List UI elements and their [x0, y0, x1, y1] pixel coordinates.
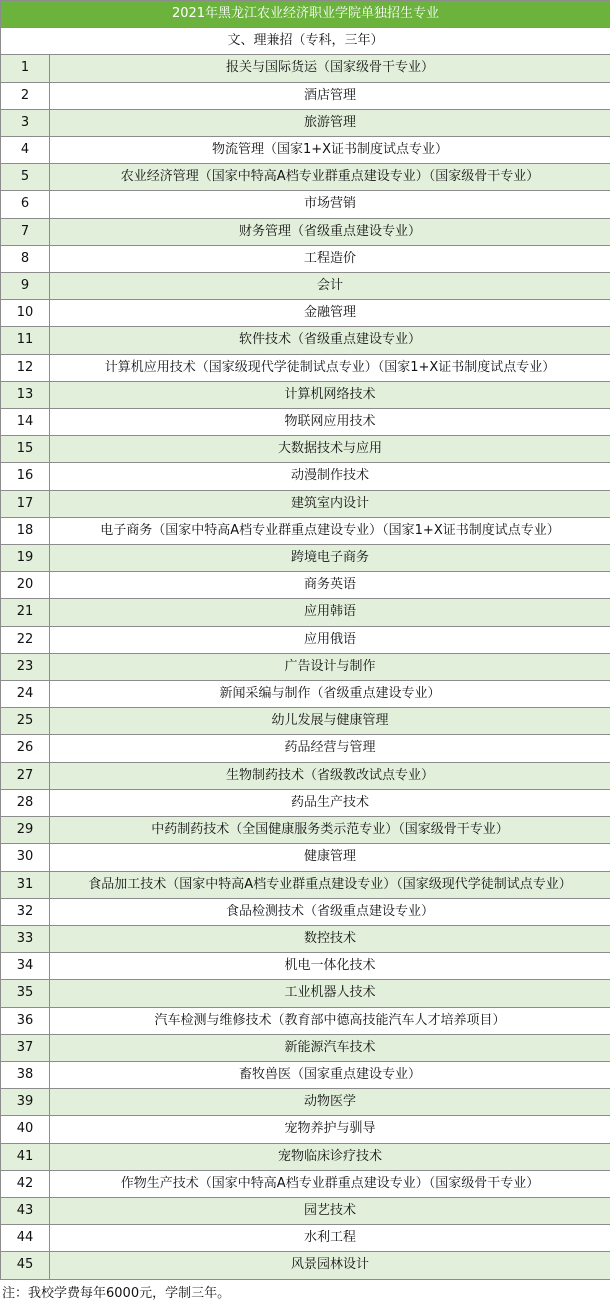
- row-number: 21: [1, 599, 50, 626]
- row-number: 30: [1, 844, 50, 871]
- row-number: 36: [1, 1007, 50, 1034]
- row-number: 17: [1, 490, 50, 517]
- major-name: 宠物养护与驯导: [50, 1116, 610, 1143]
- major-name: 旅游管理: [50, 109, 610, 136]
- table-row: [1, 55, 610, 82]
- row-number: 33: [1, 925, 50, 952]
- major-name: 会计: [50, 273, 610, 300]
- major-name: 健康管理: [50, 844, 610, 871]
- row-number: 8: [1, 245, 50, 272]
- row-number: 2: [1, 82, 50, 109]
- row-number: 29: [1, 817, 50, 844]
- major-name: 工程造价: [50, 245, 610, 272]
- major-name: 农业经济管理（国家中特高A档专业群重点建设专业）（国家级骨干专业）: [50, 164, 610, 191]
- table-row: [1, 1007, 610, 1034]
- row-number: 19: [1, 545, 50, 572]
- table-row: [1, 218, 610, 245]
- table-row: [1, 245, 610, 272]
- row-number: 14: [1, 409, 50, 436]
- major-name: 应用韩语: [50, 599, 610, 626]
- row-number: 28: [1, 789, 50, 816]
- major-name: 食品加工技术（国家中特高A档专业群重点建设专业）（国家级现代学徒制试点专业）: [50, 871, 610, 898]
- row-number: 25: [1, 708, 50, 735]
- row-number: 42: [1, 1170, 50, 1197]
- major-name: 机电一体化技术: [50, 953, 610, 980]
- major-name: 水利工程: [50, 1225, 610, 1252]
- row-number: 35: [1, 980, 50, 1007]
- major-name: 汽车检测与维修技术（教育部中德高技能汽车人才培养项目）: [50, 1007, 610, 1034]
- table-row: [1, 817, 610, 844]
- major-name: 广告设计与制作: [50, 653, 610, 680]
- table-row: [1, 1116, 610, 1143]
- row-number: 31: [1, 871, 50, 898]
- row-number: 13: [1, 381, 50, 408]
- major-name: 财务管理（省级重点建设专业）: [50, 218, 610, 245]
- row-number: 9: [1, 273, 50, 300]
- table-row: [1, 708, 610, 735]
- title-row: [1, 1, 610, 28]
- table-title: 2021年黑龙江农业经济职业学院单独招生专业: [1, 1, 610, 28]
- table-row: [1, 137, 610, 164]
- row-number: 3: [1, 109, 50, 136]
- row-number: 45: [1, 1252, 50, 1279]
- table-row: [1, 273, 610, 300]
- table-row: [1, 599, 610, 626]
- table-row: [1, 1089, 610, 1116]
- table-row: [1, 572, 610, 599]
- major-name: 市场营销: [50, 191, 610, 218]
- row-number: 11: [1, 327, 50, 354]
- row-number: 6: [1, 191, 50, 218]
- table-row: [1, 653, 610, 680]
- table-row: [1, 545, 610, 572]
- majors-table-body: [1, 55, 610, 1279]
- major-name: 物流管理（国家1+X证书制度试点专业）: [50, 137, 610, 164]
- major-name: 大数据技术与应用: [50, 436, 610, 463]
- row-number: 40: [1, 1116, 50, 1143]
- row-number: 37: [1, 1034, 50, 1061]
- row-number: 23: [1, 653, 50, 680]
- table-row: [1, 300, 610, 327]
- table-row: [1, 191, 610, 218]
- table-row: [1, 517, 610, 544]
- major-name: 软件技术（省级重点建设专业）: [50, 327, 610, 354]
- major-name: 新闻采编与制作（省级重点建设专业）: [50, 681, 610, 708]
- row-number: 26: [1, 735, 50, 762]
- table-row: [1, 1143, 610, 1170]
- row-number: 15: [1, 436, 50, 463]
- table-row: [1, 789, 610, 816]
- table-row: [1, 1170, 610, 1197]
- major-name: 生物制药技术（省级教改试点专业）: [50, 762, 610, 789]
- major-name: 计算机网络技术: [50, 381, 610, 408]
- major-name: 工业机器人技术: [50, 980, 610, 1007]
- major-name: 物联网应用技术: [50, 409, 610, 436]
- table-row: [1, 327, 610, 354]
- row-number: 44: [1, 1225, 50, 1252]
- table-row: [1, 82, 610, 109]
- table-row: [1, 381, 610, 408]
- table-row: [1, 762, 610, 789]
- row-number: 22: [1, 626, 50, 653]
- table-row: [1, 1225, 610, 1252]
- major-name: 畜牧兽医（国家重点建设专业）: [50, 1061, 610, 1088]
- major-name: 跨境电子商务: [50, 545, 610, 572]
- major-name: 作物生产技术（国家中特高A档专业群重点建设专业）（国家级骨干专业）: [50, 1170, 610, 1197]
- major-name: 风景园林设计: [50, 1252, 610, 1279]
- major-name: 幼儿发展与健康管理: [50, 708, 610, 735]
- row-number: 32: [1, 898, 50, 925]
- table-row: [1, 925, 610, 952]
- row-number: 4: [1, 137, 50, 164]
- major-name: 药品生产技术: [50, 789, 610, 816]
- major-name: 计算机应用技术（国家级现代学徒制试点专业）（国家1+X证书制度试点专业）: [50, 354, 610, 381]
- major-name: 园艺技术: [50, 1197, 610, 1224]
- major-name: 酒店管理: [50, 82, 610, 109]
- table-row: [1, 490, 610, 517]
- row-number: 20: [1, 572, 50, 599]
- subtitle-row: [1, 28, 610, 55]
- major-name: 动物医学: [50, 1089, 610, 1116]
- table-row: [1, 735, 610, 762]
- row-number: 16: [1, 463, 50, 490]
- table-row: [1, 463, 610, 490]
- major-name: 金融管理: [50, 300, 610, 327]
- row-number: 43: [1, 1197, 50, 1224]
- row-number: 24: [1, 681, 50, 708]
- major-name: 新能源汽车技术: [50, 1034, 610, 1061]
- row-number: 18: [1, 517, 50, 544]
- table-row: [1, 980, 610, 1007]
- table-row: [1, 354, 610, 381]
- table-row: [1, 898, 610, 925]
- major-name: 应用俄语: [50, 626, 610, 653]
- row-number: 7: [1, 218, 50, 245]
- row-number: 41: [1, 1143, 50, 1170]
- row-number: 5: [1, 164, 50, 191]
- table-subtitle: 文、理兼招（专科，三年）: [1, 28, 610, 55]
- table-row: [1, 844, 610, 871]
- major-name: 建筑室内设计: [50, 490, 610, 517]
- major-name: 中药制药技术（全国健康服务类示范专业）（国家级骨干专业）: [50, 817, 610, 844]
- table-row: [1, 409, 610, 436]
- table-row: [1, 1197, 610, 1224]
- major-name: 食品检测技术（省级重点建设专业）: [50, 898, 610, 925]
- row-number: 10: [1, 300, 50, 327]
- table-row: [1, 1061, 610, 1088]
- table-row: [1, 953, 610, 980]
- row-number: 39: [1, 1089, 50, 1116]
- fee-note: 注：我校学费每年6000元，学制三年。: [2, 1285, 231, 1301]
- table-row: [1, 1034, 610, 1061]
- major-name: 动漫制作技术: [50, 463, 610, 490]
- row-number: 12: [1, 354, 50, 381]
- table-row: [1, 109, 610, 136]
- row-number: 27: [1, 762, 50, 789]
- major-name: 报关与国际货运（国家级骨干专业）: [50, 55, 610, 82]
- row-number: 1: [1, 55, 50, 82]
- major-name: 宠物临床诊疗技术: [50, 1143, 610, 1170]
- major-name: 数控技术: [50, 925, 610, 952]
- row-number: 38: [1, 1061, 50, 1088]
- table-row: [1, 871, 610, 898]
- major-name: 药品经营与管理: [50, 735, 610, 762]
- major-name: 商务英语: [50, 572, 610, 599]
- table-row: [1, 626, 610, 653]
- table-row: [1, 681, 610, 708]
- table-row: [1, 436, 610, 463]
- table-row: [1, 164, 610, 191]
- table-row: [1, 1252, 610, 1279]
- row-number: 34: [1, 953, 50, 980]
- major-name: 电子商务（国家中特高A档专业群重点建设专业）（国家1+X证书制度试点专业）: [50, 517, 610, 544]
